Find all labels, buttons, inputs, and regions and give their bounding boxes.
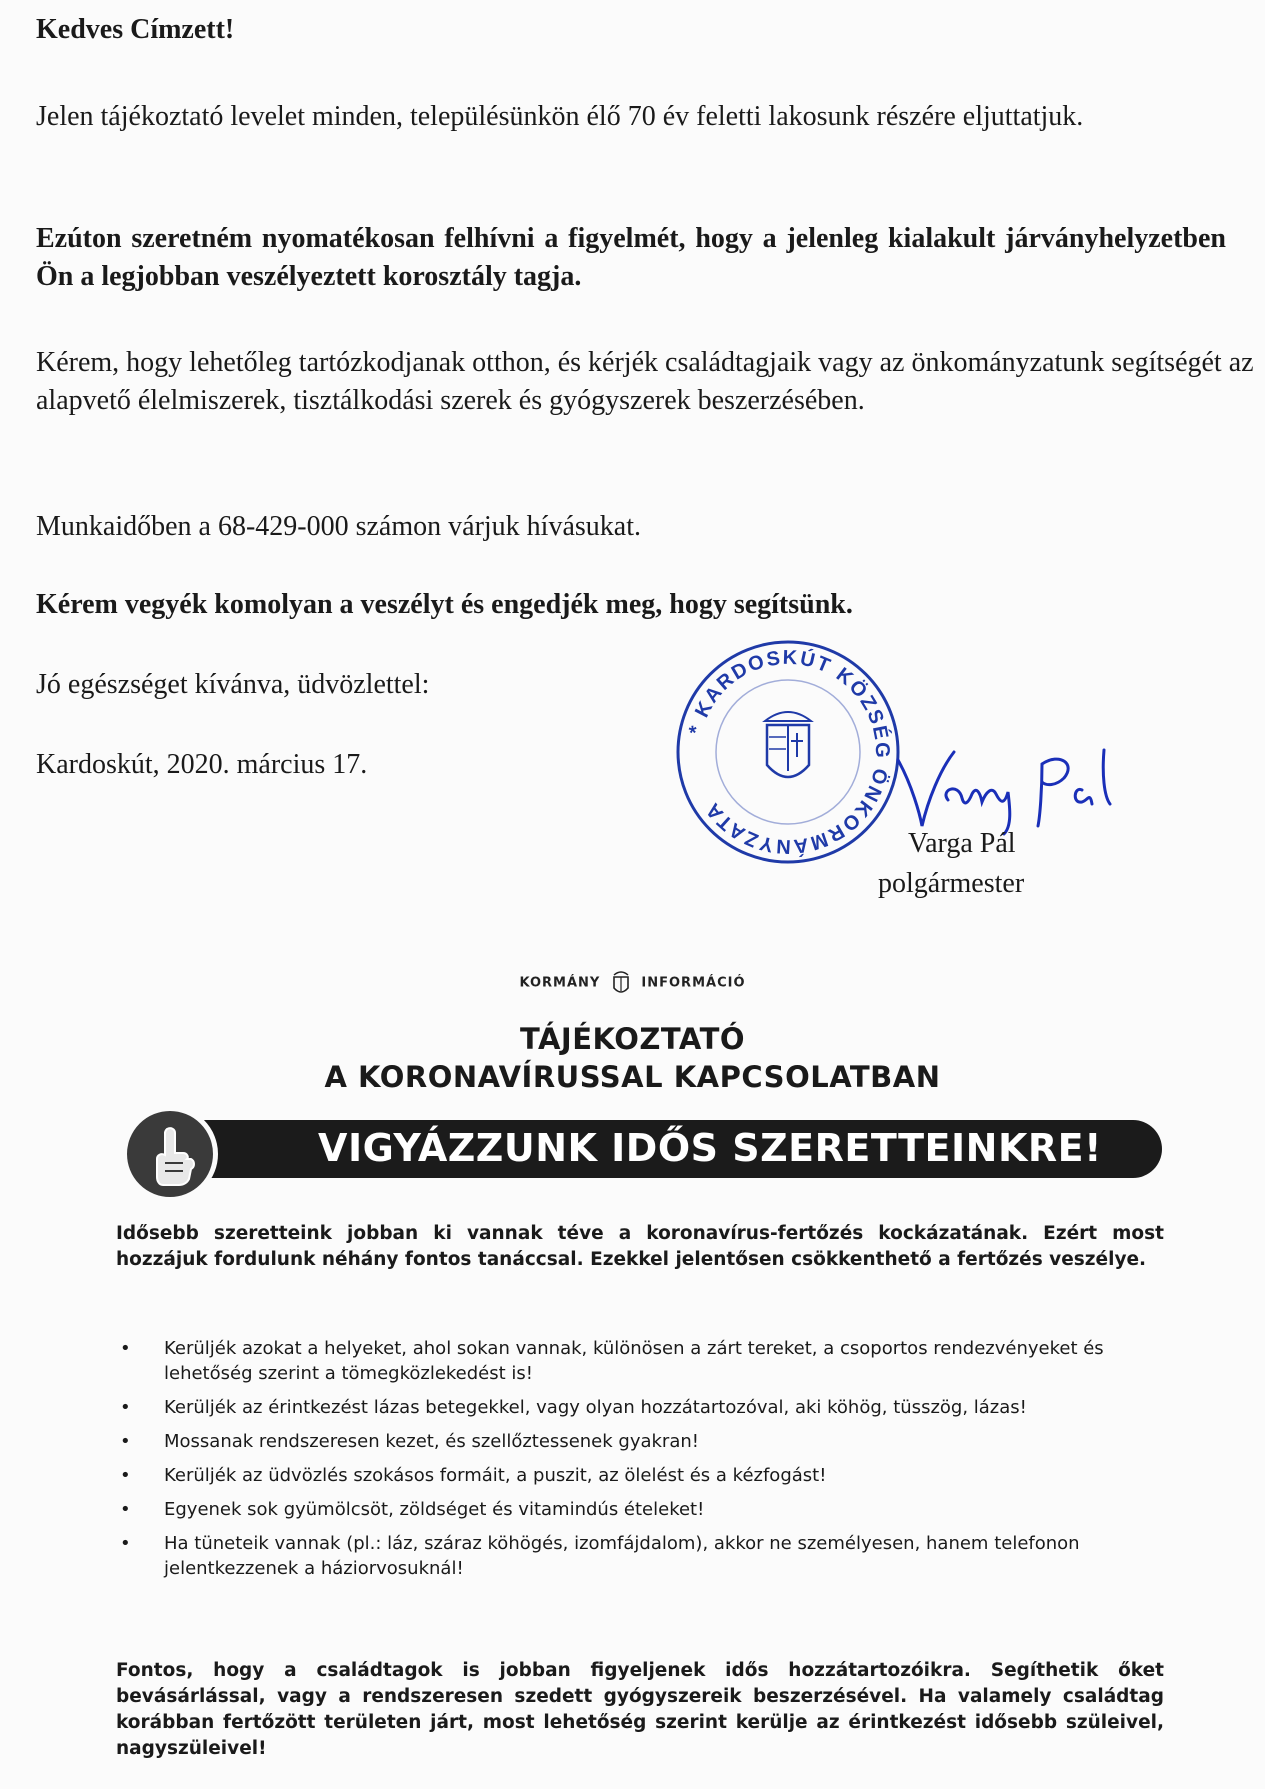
list-item (116, 1497, 1156, 1522)
bullet: • (120, 1431, 131, 1452)
bullet: • (120, 1465, 131, 1486)
bullet: • (120, 1499, 131, 1520)
letter-paragraph-request: Kérem, hogy lehetőleg tartózkodjanak otthon, és kérjék családtagjaik vagy az önkományzatunk segítségét az alapvető élelmiszerek, tisztálkodási szerek és gyógyszerek beszerzésében. (36, 347, 1254, 416)
leaflet-title-line2: A KORONAVÍRUSSAL KAPCSOLATBAN (324, 1060, 941, 1094)
tip-text: Egyenek sok gyümölcsöt, zöldséget és vitamindús ételeket! (164, 1499, 705, 1520)
brand-left-text: KORMÁNY (519, 975, 601, 991)
letter-paragraph-intro: Jelen tájékoztató levelet minden, településünkön élő 70 év feletti lakosunk részére eljuttatjuk. (36, 101, 1084, 132)
list-item (116, 1429, 1156, 1454)
banner-badge (122, 1106, 218, 1202)
coat-of-arms-icon (612, 970, 630, 996)
tips-list (116, 1336, 1156, 1590)
tip-text: Kerüljék azokat a helyeket, ahol sokan vannak, különösen a zárt tereket, a csoportos rendezvényeket és lehetőség szerint a tömegközlekedést is! (164, 1338, 1104, 1384)
raised-finger-hand-icon (143, 1125, 203, 1187)
government-brand (0, 970, 1265, 996)
tip-text: Kerüljék az érintkezést lázas betegekkel, vagy olyan hozzátartozóval, aki köhög, tüsszög, lázas! (164, 1397, 1027, 1418)
letter-closing: Jó egészséget kívánva, üdvözlettel: (36, 669, 430, 700)
letter-paragraph-phone: Munkaidőben a 68-429-000 számon várjuk hívásukat. (36, 511, 641, 542)
leaflet-outro: Fontos, hogy a családtagok is jobban figyeljenek idős hozzátartozóikra. Segíthetik őket bevásárlással, vagy a rendszeresen szedett gyógyszereik beszerzésével. Ha valamely családtag korábban fertőzött területen járt, most lehetőség szerint kerülje az érintkezést idősebb szüleivel, nagyszüleivel! (116, 1660, 1164, 1759)
signer-name: Varga Pál (908, 828, 1016, 859)
letter-paragraph-appeal: Kérem vegyék komolyan a veszélyt és engedjék meg, hogy segítsünk. (36, 589, 853, 620)
tip-text: Mossanak rendszeresen kezet, és szellőztessenek gyakran! (164, 1431, 699, 1452)
bullet: • (120, 1397, 131, 1418)
municipal-stamp (673, 637, 903, 867)
letter-date-place: Kardoskút, 2020. március 17. (36, 749, 368, 780)
stamp-text: * KARDOSKÚT KÖZSÉG ÖNKORMÁNYZATA (684, 646, 894, 858)
letter-paragraph-warning: Ezúton szeretném nyomatékosan felhívni a figyelmét, hogy a jelenleg kialakult járványhelyzetben Ön a legjobban veszélyeztett korosztály tagja. (36, 223, 1226, 292)
tip-text: Ha tüneteik vannak (pl.: láz, száraz köhögés, izomfájdalom), akkor ne személyesen, hanem telefonon jelentkezzenek a háziorvosuknál! (164, 1533, 1080, 1579)
leaflet-title-line1: TÁJÉKOZTATÓ (519, 1022, 746, 1056)
tip-text: Kerüljék az üdvözlés szokásos formáit, a puszit, az ölelést és a kézfogást! (164, 1465, 827, 1486)
handwritten-signature (892, 730, 1132, 840)
hungarian-crest-icon (765, 712, 811, 777)
brand-right-text: INFORMÁCIÓ (641, 975, 746, 991)
banner-text: VIGYÁZZUNK IDŐS SZERETTEINKRE! (318, 1126, 1102, 1170)
list-item (116, 1395, 1156, 1420)
list-item (116, 1463, 1156, 1488)
leaflet-banner (122, 1106, 1162, 1186)
list-item (116, 1531, 1156, 1581)
letter-greeting: Kedves Címzett! (36, 14, 235, 45)
leaflet-intro: Idősebb szeretteink jobban ki vannak téve a koronavírus-fertőzés kockázatának. Ezért most hozzájuk fordulunk néhány fontos tanáccsal. Ezekkel jelentősen csökkenthető a fertőzés veszélye. (116, 1223, 1164, 1270)
signer-title: polgármester (878, 868, 1025, 899)
list-item (116, 1336, 1156, 1386)
bullet: • (120, 1533, 131, 1554)
bullet: • (120, 1338, 131, 1359)
